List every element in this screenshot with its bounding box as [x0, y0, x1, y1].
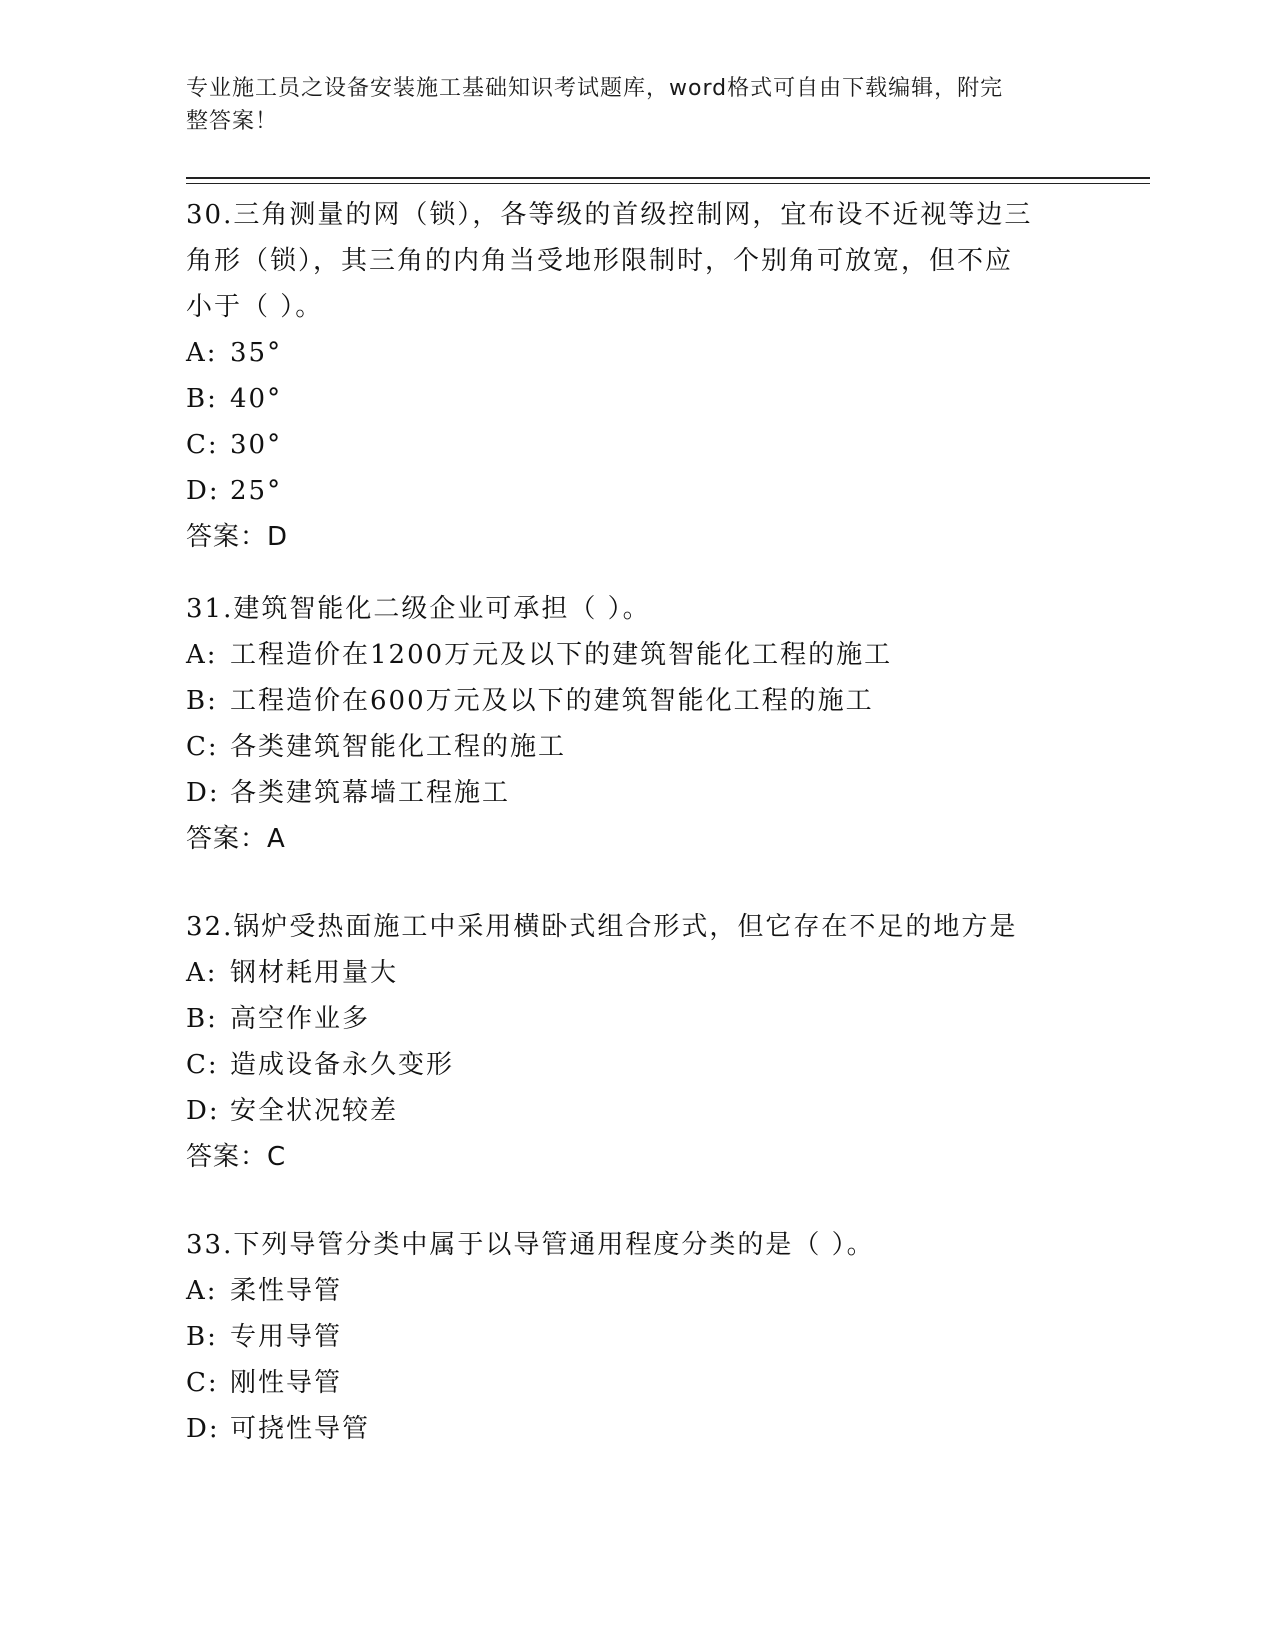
option-c	[186, 1360, 1086, 1406]
option-text: 工程造价在600万元及以下的建筑智能化工程的施工	[230, 686, 874, 716]
option-text: 各类建筑智能化工程的施工	[230, 732, 567, 762]
question-31	[186, 586, 1086, 862]
option-a	[186, 330, 1086, 376]
question-stem-line: 32.锅炉受热面施工中采用横卧式组合形式，但它存在不足的地方是	[186, 912, 1018, 942]
option-letter: C:	[186, 1050, 219, 1080]
question-33	[186, 1222, 1086, 1452]
option-text: 工程造价在1200万元及以下的建筑智能化工程的施工	[230, 640, 893, 670]
question-30	[186, 192, 1086, 560]
option-letter: D:	[186, 1096, 220, 1126]
option-letter: A:	[186, 1276, 218, 1306]
header-line-1: 专业施工员之设备安装施工基础知识考试题库，word格式可自由下载编辑，附完	[186, 76, 1004, 101]
option-text: 柔性导管	[230, 1276, 343, 1306]
question-stem-line: 角形（锁），其三角的内角当受地形限制时，个别角可放宽，但不应	[186, 246, 1014, 276]
option-a	[186, 950, 1086, 996]
question-32	[186, 904, 1086, 1180]
option-c	[186, 1042, 1086, 1088]
option-text: 安全状况较差	[230, 1096, 399, 1126]
option-text: 25°	[230, 476, 283, 506]
question-stem-line: 31.建筑智能化二级企业可承担（ ）。	[186, 594, 651, 624]
option-text: 高空作业多	[230, 1004, 371, 1034]
option-letter: C:	[186, 1368, 219, 1398]
option-letter: B:	[186, 1322, 218, 1352]
option-letter: A:	[186, 338, 218, 368]
option-b	[186, 376, 1086, 422]
option-letter: B:	[186, 686, 218, 716]
option-text: 40°	[230, 384, 283, 414]
answer-line: 答案：C	[186, 1142, 287, 1172]
option-letter: C:	[186, 732, 219, 762]
option-letter: D:	[186, 476, 220, 506]
option-letter: D:	[186, 1414, 220, 1444]
option-text: 各类建筑幕墙工程施工	[230, 778, 511, 808]
option-text: 专用导管	[230, 1322, 343, 1352]
document-header	[186, 72, 1066, 138]
option-letter: C:	[186, 430, 219, 460]
header-divider-thin	[186, 183, 1150, 184]
option-text: 30°	[230, 430, 283, 460]
question-stem-line: 33.下列导管分类中属于以导管通用程度分类的是（ ）。	[186, 1230, 875, 1260]
option-text: 造成设备永久变形	[230, 1050, 455, 1080]
question-stem-line: 小于（ ）。	[186, 292, 324, 322]
option-text: 刚性导管	[230, 1368, 343, 1398]
question-stem-line: 30.三角测量的网（锁），各等级的首级控制网，宜布设不近视等边三	[186, 200, 1033, 230]
option-d	[186, 1088, 1086, 1134]
option-b	[186, 1314, 1086, 1360]
answer-line: 答案：A	[186, 824, 286, 854]
option-b	[186, 996, 1086, 1042]
option-letter: A:	[186, 640, 218, 670]
header-line-2: 整答案！	[186, 109, 279, 134]
header-divider-thick	[186, 177, 1150, 179]
option-letter: A:	[186, 958, 218, 988]
option-c	[186, 422, 1086, 468]
option-letter: B:	[186, 384, 218, 414]
option-letter: D:	[186, 778, 220, 808]
option-letter: B:	[186, 1004, 218, 1034]
option-a	[186, 632, 1086, 678]
option-d	[186, 468, 1086, 514]
option-text: 35°	[230, 338, 283, 368]
option-a	[186, 1268, 1086, 1314]
option-text: 可挠性导管	[230, 1414, 371, 1444]
option-d	[186, 770, 1086, 816]
option-d	[186, 1406, 1086, 1452]
option-c	[186, 724, 1086, 770]
answer-line: 答案：D	[186, 522, 289, 552]
option-text: 钢材耗用量大	[230, 958, 399, 988]
option-b	[186, 678, 1086, 724]
